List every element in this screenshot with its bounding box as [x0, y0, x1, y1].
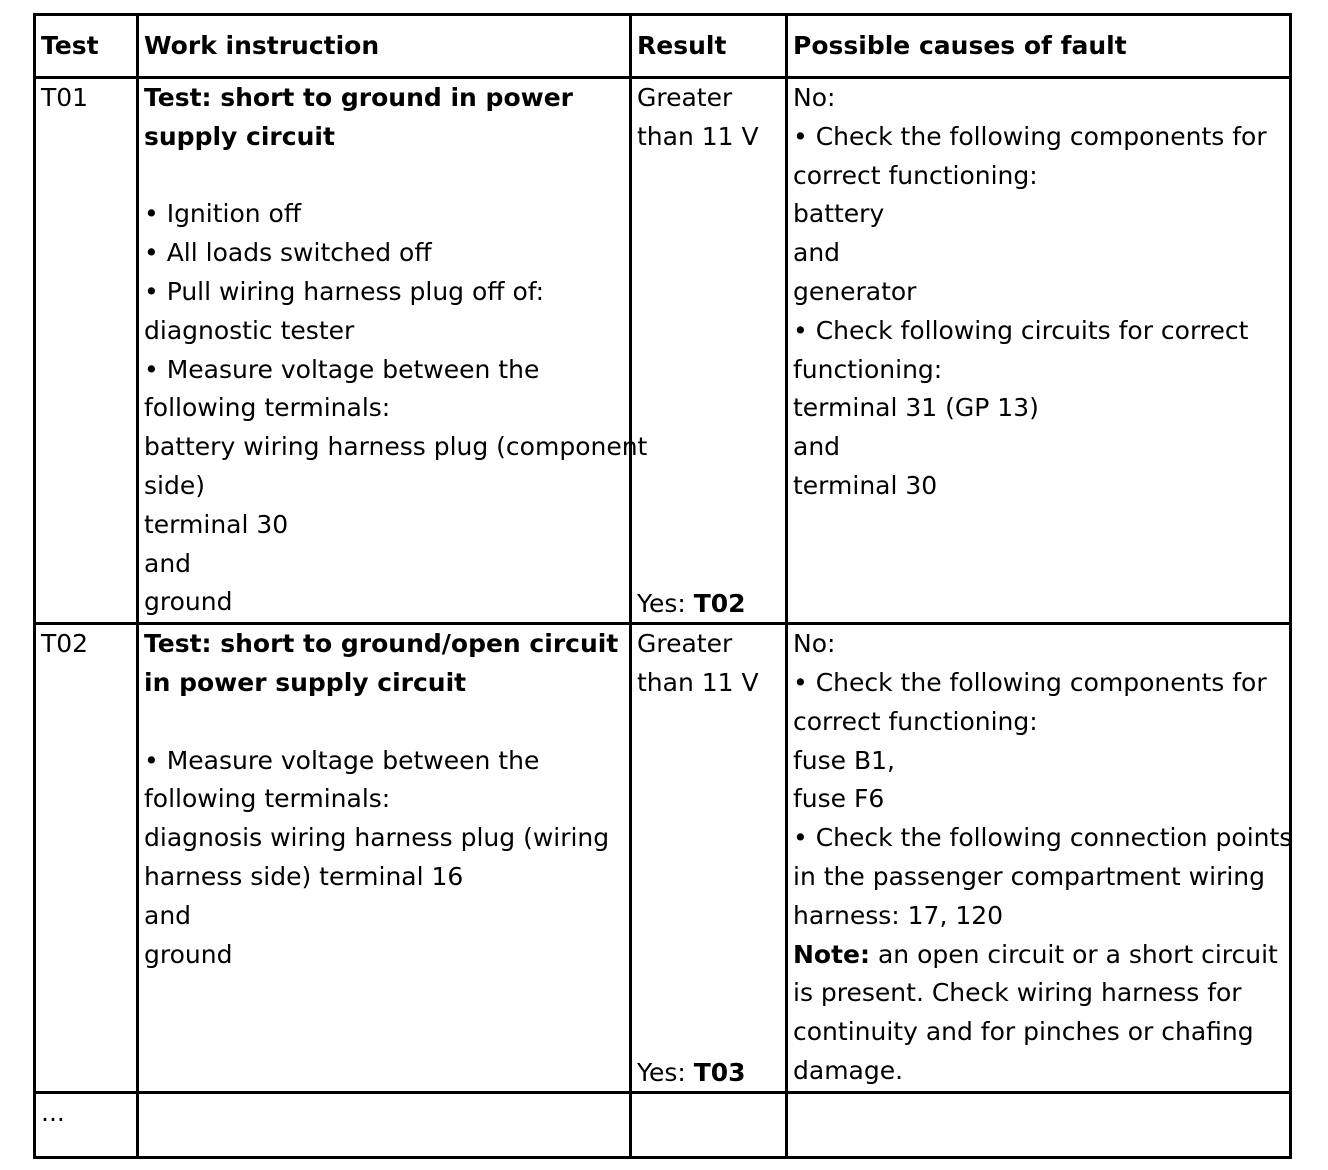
diagnostic-test-table: [33, 13, 1292, 1159]
note-label: Note:: [793, 939, 871, 969]
result-line: than 11 V: [637, 121, 759, 151]
note-line: continuity and for pinches or chafing: [793, 1017, 1254, 1047]
test-title-line: supply circuit: [144, 121, 335, 151]
cause-line: terminal 31 (GP 13): [793, 393, 1039, 423]
test-id: T01: [35, 78, 138, 624]
work-instruction-cell: [138, 78, 648, 624]
cause-line: fuse B1,: [793, 745, 896, 775]
instruction-line: diagnosis wiring harness plug (wiring: [144, 823, 610, 853]
yes-target: T02: [693, 589, 746, 619]
cause-line: • Check the following components for: [793, 121, 1267, 151]
instruction-line: • Ignition off: [144, 199, 302, 229]
table-row: [35, 624, 1291, 1093]
instruction-line: and: [144, 548, 192, 578]
cause-line: and: [793, 432, 841, 462]
ellipsis-cell: ...: [35, 1092, 138, 1157]
cause-line: fuse F6: [793, 784, 885, 814]
cause-line: generator: [793, 276, 917, 306]
yes-target: T03: [693, 1057, 746, 1087]
cause-line: No:: [793, 83, 836, 112]
yes-prefix: Yes:: [637, 1057, 694, 1087]
cause-line: in the passenger compartment wiring: [793, 861, 1265, 891]
instruction-line: and: [144, 900, 192, 930]
instruction-line: ground: [144, 939, 233, 969]
instruction-line: battery wiring harness plug (component: [144, 432, 648, 462]
note-text: an open circuit or a short circuit: [870, 939, 1278, 969]
instruction-line: diagnostic tester: [144, 315, 355, 345]
header-result: Result: [631, 15, 787, 78]
result-line: Greater: [637, 83, 733, 112]
test-title-line: in power supply circuit: [144, 667, 467, 697]
cause-line: • Check the following connection points: [793, 823, 1293, 853]
cause-line: harness: 17, 120: [793, 900, 1004, 930]
table-row: [35, 78, 1291, 624]
cause-line: correct functioning:: [793, 706, 1038, 736]
test-title-line: Test: short to ground/open circuit: [144, 629, 619, 659]
table-row: [35, 1092, 1291, 1157]
result-cell: [631, 78, 787, 624]
note-line: damage.: [793, 1055, 904, 1085]
cause-line: • Check following circuits for correct: [793, 315, 1249, 345]
header-test: Test: [35, 15, 138, 78]
cause-line: No:: [793, 629, 836, 659]
instruction-line: harness side) terminal 16: [144, 861, 464, 891]
yes-next-test: [637, 585, 746, 624]
cause-line: • Check the following components for: [793, 667, 1267, 697]
result-line: than 11 V: [637, 667, 759, 697]
result-cell: [631, 624, 787, 1093]
cause-line: correct functioning:: [793, 160, 1038, 190]
note-line: is present. Check wiring harness for: [793, 978, 1242, 1008]
instruction-line: • Measure voltage between the: [144, 745, 540, 775]
note-line: [793, 936, 1284, 975]
instruction-line: ground: [144, 587, 233, 617]
header-possible-causes: Possible causes of fault: [787, 15, 1291, 78]
instruction-line: following terminals:: [144, 393, 391, 423]
empty-cell: [631, 1092, 787, 1157]
yes-next-test: [637, 1054, 746, 1093]
cause-line: and: [793, 238, 841, 268]
empty-cell: [138, 1092, 631, 1157]
test-title-line: Test: short to ground in power: [144, 83, 574, 112]
instruction-line: • Measure voltage between the: [144, 354, 540, 384]
possible-causes-cell: [787, 624, 1291, 1093]
instruction-line: following terminals:: [144, 784, 391, 814]
test-id: T02: [35, 624, 138, 1093]
result-line: Greater: [637, 629, 733, 659]
instruction-line: side): [144, 470, 205, 500]
instruction-line: • Pull wiring harness plug off of:: [144, 276, 545, 306]
work-instruction-cell: [138, 624, 631, 1093]
cause-line: terminal 30: [793, 470, 938, 500]
cause-line: battery: [793, 199, 885, 229]
header-work-instruction: Work instruction: [138, 15, 631, 78]
instruction-line: terminal 30: [144, 509, 289, 539]
header-row: [35, 15, 1291, 78]
yes-prefix: Yes:: [637, 589, 694, 619]
empty-cell: [787, 1092, 1291, 1157]
cause-line: functioning:: [793, 354, 943, 384]
instruction-line: • All loads switched off: [144, 238, 432, 268]
possible-causes-cell: [787, 78, 1291, 624]
